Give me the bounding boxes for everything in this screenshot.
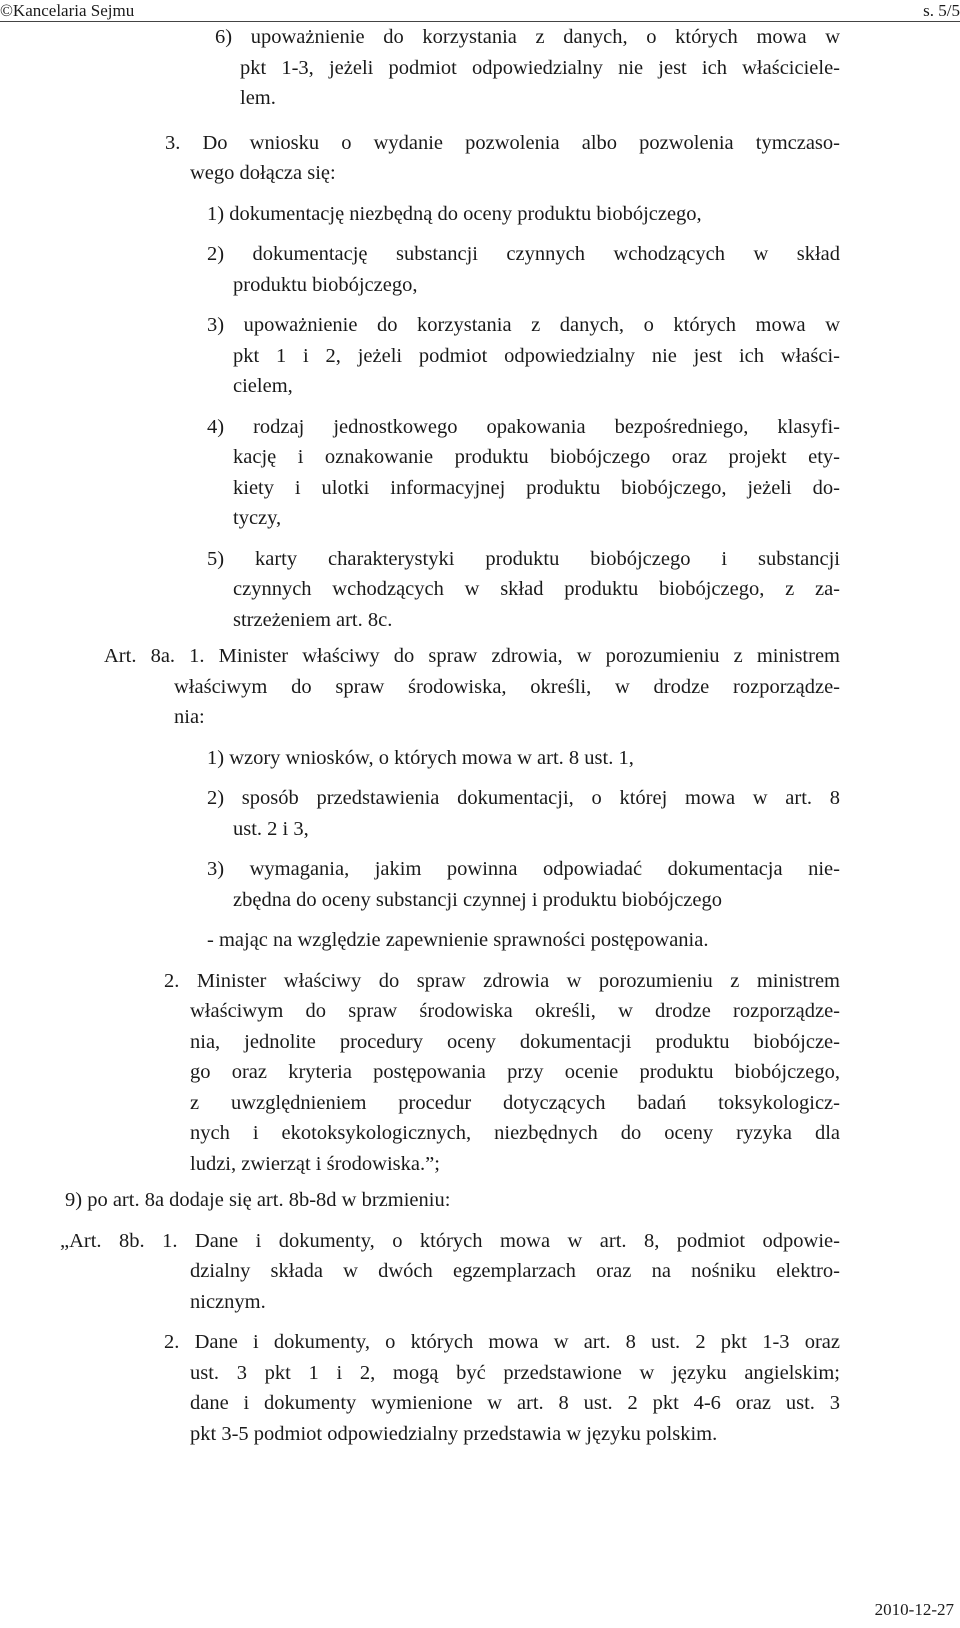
spacer xyxy=(0,1216,880,1226)
text-line: właściwym do spraw środowiska, określi, w drodze rozporządze- xyxy=(174,675,840,698)
text-line: 2) sposób przedstawienia dokumentacji, o której mowa w art. 8 xyxy=(207,787,840,809)
spacer xyxy=(0,1317,880,1327)
spacer xyxy=(0,114,880,128)
text-line: produktu biobójczego, xyxy=(233,273,418,296)
paragraph-a1 xyxy=(0,743,880,774)
header-source: ©Kancelaria Sejmu xyxy=(0,1,135,20)
paragraph-dash xyxy=(0,925,880,956)
paragraph-i3 xyxy=(0,310,880,402)
spacer xyxy=(0,402,880,412)
text-line: 3) wymagania, jakim powinna odpowiadać dokumentacja nie- xyxy=(207,858,840,880)
text-line: ludzi, zwierząt i środowiska.”; xyxy=(190,1152,440,1175)
text-line: cielem, xyxy=(233,375,293,397)
paragraph-u2 xyxy=(0,966,880,1180)
text-line: kację i oznakowanie produktu biobójczego oraz projekt ety- xyxy=(233,446,840,468)
paragraph-i4 xyxy=(0,412,880,534)
header-page-number: s. 5/5 xyxy=(923,1,960,20)
spacer xyxy=(0,300,880,310)
paragraph-a3 xyxy=(0,854,880,915)
text-line: tyczy, xyxy=(233,507,282,529)
text-line: 3. Do wniosku o wydanie pozwolenia albo pozwolenia tymczaso- xyxy=(165,131,840,154)
spacer xyxy=(0,534,880,544)
paragraph-i2 xyxy=(0,239,880,300)
text-line: lem. xyxy=(240,87,276,109)
text-line: zbędna do oceny substancji czynnej i produktu biobójczego xyxy=(233,888,723,911)
text-line: - mając na względzie zapewnienie sprawności postępowania. xyxy=(207,929,709,951)
text-line: ust. 2 i 3, xyxy=(233,817,309,840)
text-line: pkt 1-3, jeżeli podmiot odpowiedzialny nie jest ich właściciele- xyxy=(240,56,840,79)
text-line: 4) rodzaj jednostkowego opakowania bezpośredniego, klasyfi- xyxy=(207,415,840,438)
paragraph-art8b xyxy=(0,1226,880,1318)
text-line: 1) wzory wniosków, o których mowa w art. 8 ust. 1, xyxy=(207,746,634,769)
footer-date: 2010-12-27 xyxy=(874,1600,954,1619)
text-line: dane i dokumenty wymienione w art. 8 ust. 2 pkt 4-6 oraz ust. 3 xyxy=(190,1392,840,1414)
paragraph-u3 xyxy=(0,128,880,189)
spacer xyxy=(0,733,880,743)
text-line: 6) upoważnienie do korzystania z danych, o których mowa w xyxy=(215,26,840,48)
text-line: nia, jednolite procedury oceny dokumentacji produktu biobójcze- xyxy=(190,1030,840,1053)
text-line: 2) dokumentację substancji czynnych wchodzących w skład xyxy=(207,243,840,265)
text-line: ust. 3 pkt 1 i 2, mogą być przedstawione w języku angielskim; xyxy=(190,1361,840,1384)
text-line: 2. Dane i dokumenty, o których mowa w art. 8 ust. 2 pkt 1-3 oraz xyxy=(164,1331,840,1353)
text-line: nicznym. xyxy=(190,1290,266,1313)
spacer xyxy=(0,956,880,966)
text-line: „Art. 8b. 1. Dane i dokumenty, o których mowa w art. 8, podmiot odpowie- xyxy=(60,1229,840,1252)
text-line: 2. Minister właściwy do spraw zdrowia w porozumieniu z ministrem xyxy=(164,969,840,992)
document-body xyxy=(0,22,880,1449)
paragraph-i1 xyxy=(0,199,880,230)
text-line: Art. 8a. 1. Minister właściwy do spraw zdrowia, w porozumieniu z ministrem xyxy=(104,645,840,667)
text-line: 9) po art. 8a dodaje się art. 8b-8d w brzmieniu: xyxy=(65,1189,451,1211)
text-line: kiety i ulotki informacyjnej produktu biobójczego, jeżeli do- xyxy=(233,476,840,499)
spacer xyxy=(0,189,880,199)
paragraph-i5 xyxy=(0,544,880,636)
text-line: nia: xyxy=(174,706,205,728)
paragraph-p9 xyxy=(0,1185,880,1216)
text-line: 3) upoważnienie do korzystania z danych, o których mowa w xyxy=(207,314,840,336)
text-line: 1) dokumentację niezbędną do oceny produktu biobójczego, xyxy=(207,202,702,225)
paragraph-p6 xyxy=(0,22,880,114)
spacer xyxy=(0,229,880,239)
paragraph-a2 xyxy=(0,783,880,844)
text-line: dzialny składa w dwóch egzemplarzach oraz na nośniku elektro- xyxy=(190,1260,840,1282)
text-line: właściwym do spraw środowiska określi, w drodze rozporządze- xyxy=(190,1000,840,1022)
text-line: pkt 1 i 2, jeżeli podmiot odpowiedzialny nie jest ich właści- xyxy=(233,344,840,367)
text-line: go oraz kryteria postępowania przy ocenie produktu biobójczego, xyxy=(190,1061,840,1083)
text-line: strzeżeniem art. 8c. xyxy=(233,608,393,631)
spacer xyxy=(0,915,880,925)
text-line: nych i ekotoksykologicznych, niezbędnych do oceny ryzyka dla xyxy=(190,1122,840,1144)
paragraph-art8a xyxy=(0,641,880,733)
text-line: z uwzględnieniem procedur dotyczących badań toksykologicz- xyxy=(190,1091,840,1114)
text-line: czynnych wchodzących w skład produktu biobójczego, z za- xyxy=(233,578,840,600)
text-line: pkt 3-5 podmiot odpowiedzialny przedstawia w języku polskim. xyxy=(190,1422,718,1445)
spacer xyxy=(0,844,880,854)
text-line: 5) karty charakterystyki produktu biobójczego i substancji xyxy=(207,547,840,570)
spacer xyxy=(0,773,880,783)
paragraph-u2b xyxy=(0,1327,880,1449)
text-line: wego dołącza się: xyxy=(190,162,336,184)
